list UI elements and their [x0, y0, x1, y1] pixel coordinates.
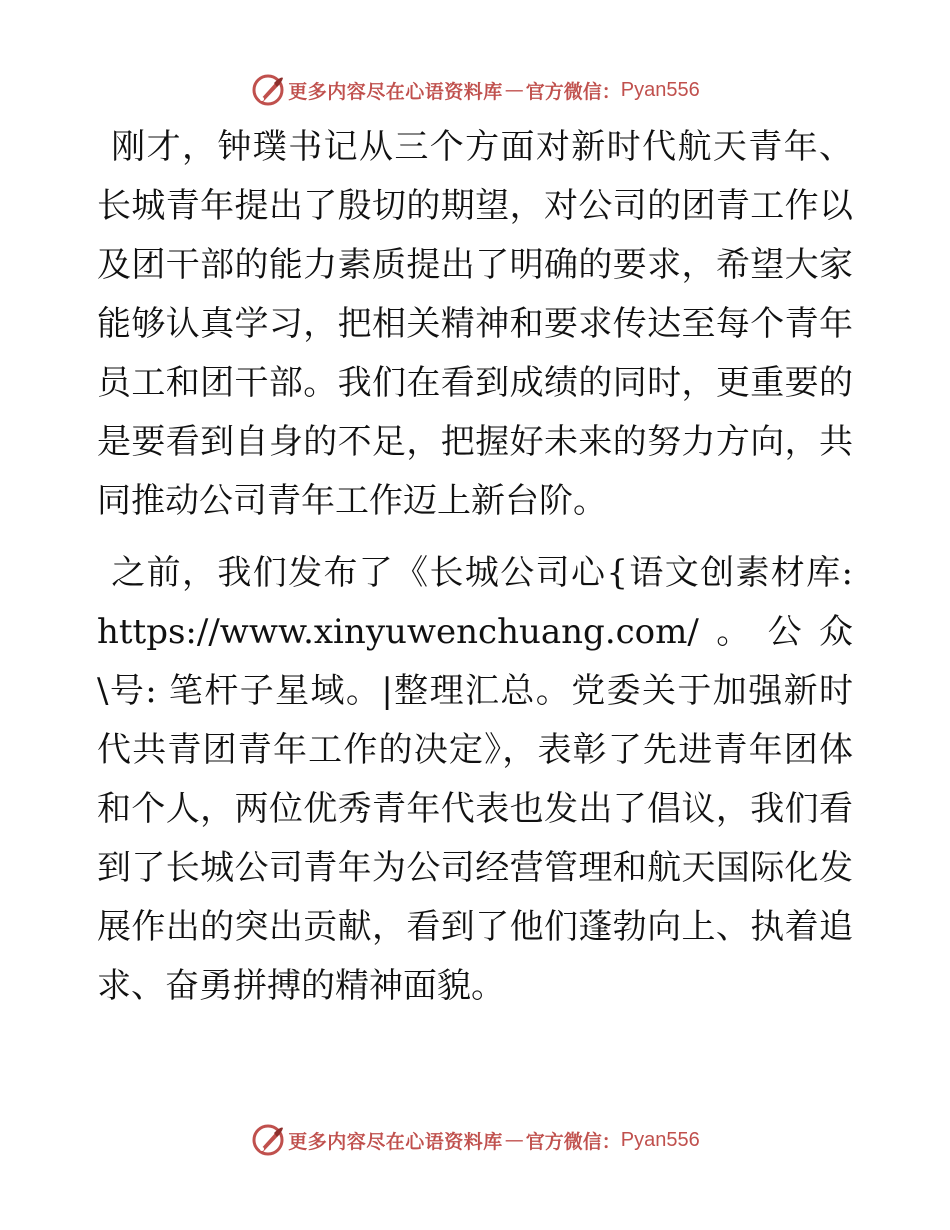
footer-separator: — [504, 1129, 524, 1151]
header-separator: — [504, 79, 524, 101]
quill-pen-circle-icon [250, 72, 286, 108]
footer-wechat-id: Pyan556 [620, 1128, 700, 1151]
footer-banner [0, 1120, 950, 1160]
document-body [97, 118, 853, 1016]
quill-pen-circle-icon [250, 1122, 286, 1158]
header-site-name: 更多内容尽在心语资料库 [288, 80, 503, 103]
paragraph-2: 之前，我们发布了《长城公司心{语文创素材库: https://www.xinyuwenchuang.com/。公众\号: 笔杆子星域。|整理汇总。党委关于加强新时代共青团青年工作的决定》，表彰了先进青年团体和个人，两位优秀青年代表也发出了倡议，我们看到了长城公司青年为公司经营管理和航天国际化发展作出的突出贡献，看到了他们蓬勃向上、执着追求、奋勇拼搏的精神面貌。 [97, 553, 853, 1006]
footer-site-name: 更多内容尽在心语资料库 [288, 1130, 503, 1153]
paragraph-1: 刚才，钟璞书记从三个方面对新时代航天青年、长城青年提出了殷切的期望，对公司的团青工作以及团干部的能力素质提出了明确的要求，希望大家能够认真学习，把相关精神和要求传达至每个青年员工和团干部。我们在看到成绩的同时，更重要的是要看到自身的不足，把握好未来的努力方向，共同推动公司青年工作迈上新台阶。 [97, 127, 853, 521]
header-wechat-label: 官方微信： [525, 80, 621, 103]
footer-wechat-label: 官方微信： [525, 1130, 621, 1153]
header-wechat-id: Pyan556 [620, 78, 700, 101]
header-banner [0, 70, 950, 110]
